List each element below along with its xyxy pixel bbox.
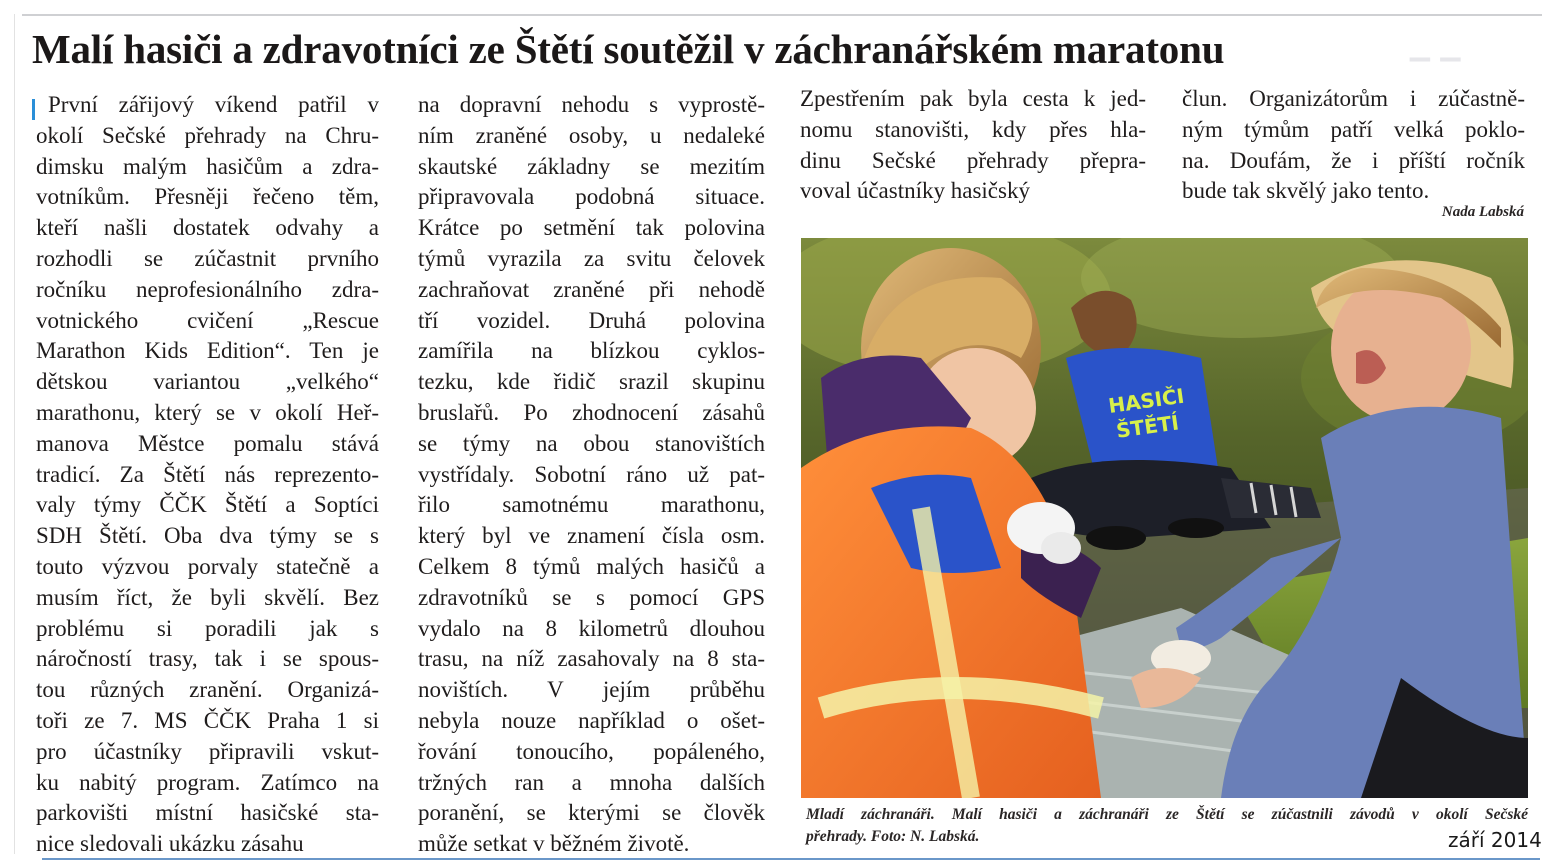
article-text-line: týmů vyrazila za svitu čelovek <box>418 245 765 271</box>
shirt-text-1: HASIČI <box>1106 383 1186 418</box>
article-text-line: řilo samotnému marathonu, <box>418 492 765 518</box>
article-text-line: bruslařů. Po zhodnocení zásahů <box>418 399 765 425</box>
article-text-line: člun. Organizátorům i zúčastně- <box>1182 86 1525 111</box>
article-text-line: musím říct, že byli skvělí. Bez <box>36 584 379 610</box>
article-text-line: bude tak skvělý jako tento. <box>1182 178 1430 204</box>
article-text-line: problému si poradili jak s <box>36 615 379 641</box>
article-text-line: řování tonoucího, popáleného, <box>418 738 765 764</box>
article-photo <box>801 238 1528 798</box>
paragraph-marker <box>32 99 35 120</box>
article-text-line: nebyla nouze například o ošet- <box>418 707 765 733</box>
article-text-line: ročníku neprofesionálního zdra- <box>36 276 379 302</box>
caption-line: přehrady. Foto: N. Labská. <box>806 828 980 845</box>
article-text-line: skautské základny se mezitím <box>418 153 765 179</box>
article-text-line: Zpestřením pak byla cesta k jed- <box>800 86 1146 111</box>
article-text-line: zachraňovat zraněné při nehodě <box>418 276 765 302</box>
article-text-line: na dopravní nehodu s vyprostě- <box>418 92 765 117</box>
article-text-line: Celkem 8 týmů malých hasičů a <box>418 553 765 579</box>
left-edge-rule <box>14 14 15 854</box>
article-text-line: novištích. V jejím průběhu <box>418 677 765 703</box>
article-column-1 <box>36 90 379 860</box>
article-text-line: nice sledovali ukázku zásahu <box>36 831 304 857</box>
article-text-line: vydalo na 8 kilometrů dlouhou <box>418 615 765 641</box>
article-text-line: tradicí. Za Štětí nás reprezento- <box>36 461 379 487</box>
article-text-line: toři ze 7. MS ČČK Praha 1 si <box>36 707 379 733</box>
article-text-line: připravovala podobná situace. <box>418 184 765 210</box>
article-text-line: manova Městce pomalu stává <box>36 430 379 456</box>
article-text-line: valy týmy ČČK Štětí a Soptíci <box>36 492 379 518</box>
article-text-line: touto výzvou porvaly statečně a <box>36 553 379 579</box>
article-text-line: tezku, kde řidič srazil skupinu <box>418 369 765 395</box>
article-column-3 <box>800 84 1146 207</box>
article-author: Nada Labská <box>1441 204 1524 220</box>
article-text-line: okolí Sečské přehrady na Chru- <box>36 122 379 148</box>
article-text-line: na. Doufám, že i příští ročník <box>1182 147 1525 173</box>
article-text-line: se týmy na obou stanovištích <box>418 430 765 456</box>
article-text-line: pro účastníky připravili vskut- <box>36 738 379 764</box>
article-text-line: ním zraněné osoby, u nedaleké <box>418 122 765 148</box>
article-text-line: Krátce po setmění tak polovina <box>418 215 765 241</box>
article-text-line: Marathon Kids Edition“. Ten je <box>36 338 379 364</box>
top-rule <box>22 14 1542 16</box>
article-text-line: tou různých zranění. Organizá- <box>36 677 379 703</box>
article-text-line: kteří našli dostatek odvahy a <box>36 215 379 241</box>
article-text-line: tří vozidel. Druhá polovina <box>418 307 765 333</box>
article-text-line: nomu stanovišti, kdy přes hla- <box>800 116 1146 142</box>
article-text-line: může setkat v běžném životě. <box>418 831 690 857</box>
article-text-line: ku nabitý program. Zatímco na <box>36 769 379 795</box>
article-text-line: votnického cvičení „Rescue <box>36 307 379 333</box>
bottom-rule <box>42 858 1540 860</box>
article-column-4 <box>1182 84 1525 207</box>
article-text-line: zdravotníků se s pomocí GPS <box>418 584 765 610</box>
article-text-line: dimsku malým hasičům a zdra- <box>36 153 379 179</box>
caption-line: Mladí záchranáři. Malí hasiči a záchranáři ze Štětí se zúčastnili závodů v okolí Sečské <box>806 806 1528 823</box>
article-text-line: trasu, na níž zasahovaly na 8 sta- <box>418 646 765 672</box>
photo-caption <box>806 804 1528 848</box>
article-text-line: tržných ran a mnoha dalších <box>418 769 765 795</box>
shirt-text-2: ŠTĚTÍ <box>1114 410 1181 443</box>
article-text-line: První zářijový víkend patřil v <box>48 92 379 117</box>
article-text-line: parkovišti místní hasičské sta- <box>36 800 379 826</box>
photo-illustration <box>801 238 1528 798</box>
article-text-line: voval účastníky hasičský <box>800 178 1030 204</box>
article-text-line: dětskou variantou „velkého“ <box>36 369 379 395</box>
article-headline: Malí hasiči a zdravotníci ze Štětí soutěžil v záchranářském maratonu <box>32 26 1225 72</box>
article-text-line: poranění, se kterými se člověk <box>418 800 765 826</box>
article-text-line: votníkům. Přesněji řečeno těm, <box>36 184 379 210</box>
article-text-line: rozhodli se zúčastnit prvního <box>36 245 379 271</box>
article-text-line: marathonu, který se v okolí Heř- <box>36 399 379 425</box>
article-text-line: náročností trasy, tak i se spous- <box>36 646 379 672</box>
article-text-line: SDH Štětí. Oba dva týmy se s <box>36 523 379 549</box>
article-text-line: dinu Sečské přehrady přepra- <box>800 147 1146 173</box>
article-text-line: který byl ve znamení čísla osm. <box>418 523 765 549</box>
faint-corner-mark: ▁ ▁ <box>1410 32 1463 61</box>
article-text-line: vystřídaly. Sobotní ráno už pat- <box>418 461 765 487</box>
article-text-line: ným týmům patří velká poklo- <box>1182 116 1525 142</box>
article-text-line: zamířila na blízkou cyklos- <box>418 338 765 364</box>
article-column-2 <box>418 90 765 860</box>
date-stamp: září 2014 <box>1448 828 1542 852</box>
